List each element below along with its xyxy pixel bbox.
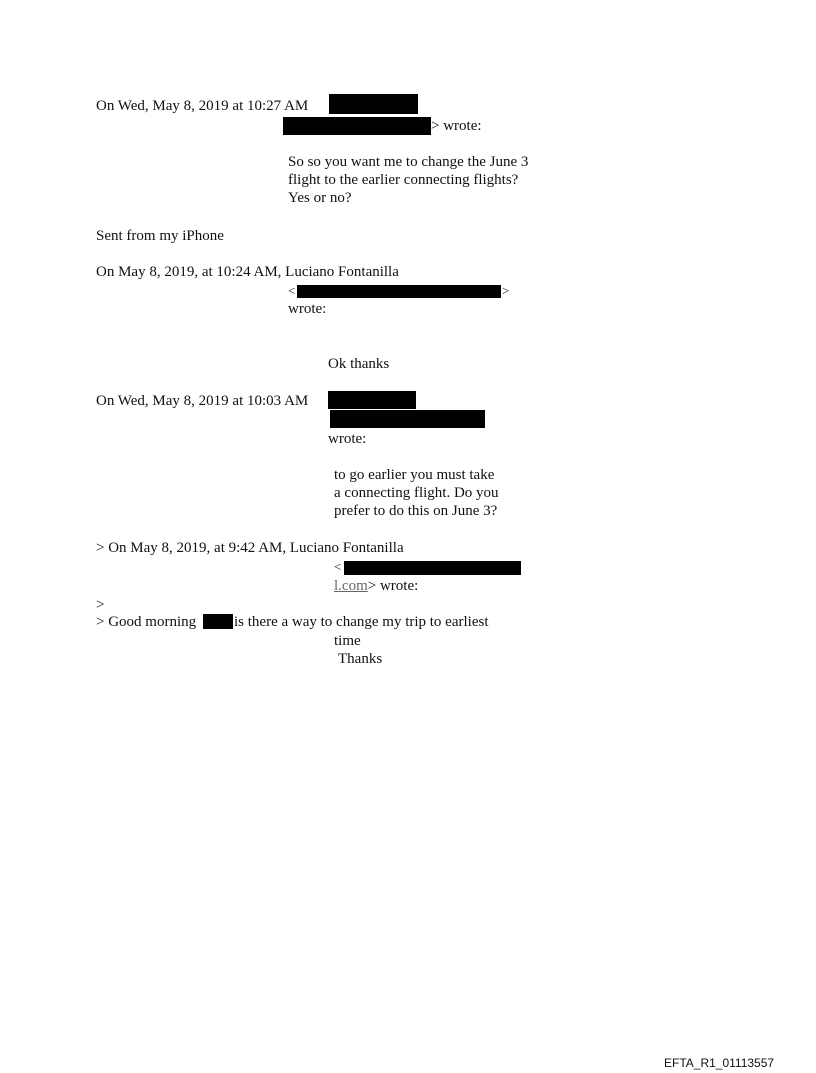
greeting-prefix: > Good morning (96, 614, 197, 630)
close-bracket: > (502, 283, 510, 298)
message-line: time (334, 633, 361, 649)
message-line: flight to the earlier connecting flights? (288, 172, 519, 188)
redaction-box (329, 94, 418, 114)
quote-marker: > (96, 597, 105, 613)
message-line: Ok thanks (328, 356, 390, 372)
message-line: to go earlier you must take (334, 467, 495, 483)
email-link[interactable]: l.com (334, 578, 368, 594)
wrote-label: > wrote: (367, 578, 419, 594)
redaction-box (283, 117, 431, 135)
message-line: So so you want me to change the June 3 (288, 154, 529, 170)
message-line: Yes or no? (288, 190, 352, 206)
redaction-box (328, 391, 416, 409)
message-line: a connecting flight. Do you (334, 485, 499, 501)
message-line: Thanks (338, 651, 383, 667)
message-line: prefer to do this on June 3? (334, 503, 498, 519)
greeting-suffix: is there a way to change my trip to earliest (234, 614, 489, 630)
email-header-1: On Wed, May 8, 2019 at 10:27 AM (96, 98, 309, 114)
open-bracket: < (334, 559, 342, 574)
email-address-fragment (334, 577, 418, 595)
redaction-box (330, 410, 485, 428)
redaction-box (297, 285, 501, 298)
wrote-label: > wrote: (431, 118, 482, 134)
email-header-2: On May 8, 2019, at 10:24 AM, Luciano Fontanilla (96, 264, 399, 280)
redaction-box (344, 561, 521, 575)
redaction-box (203, 614, 233, 629)
document-id: EFTA_R1_01113557 (664, 1056, 775, 1070)
open-bracket: < (288, 283, 296, 298)
wrote-label: wrote: (328, 431, 367, 447)
email-header-4: > On May 8, 2019, at 9:42 AM, Luciano Fontanilla (96, 540, 404, 556)
signature-line: Sent from my iPhone (96, 228, 224, 244)
wrote-label: wrote: (288, 301, 327, 317)
email-header-3: On Wed, May 8, 2019 at 10:03 AM (96, 393, 309, 409)
